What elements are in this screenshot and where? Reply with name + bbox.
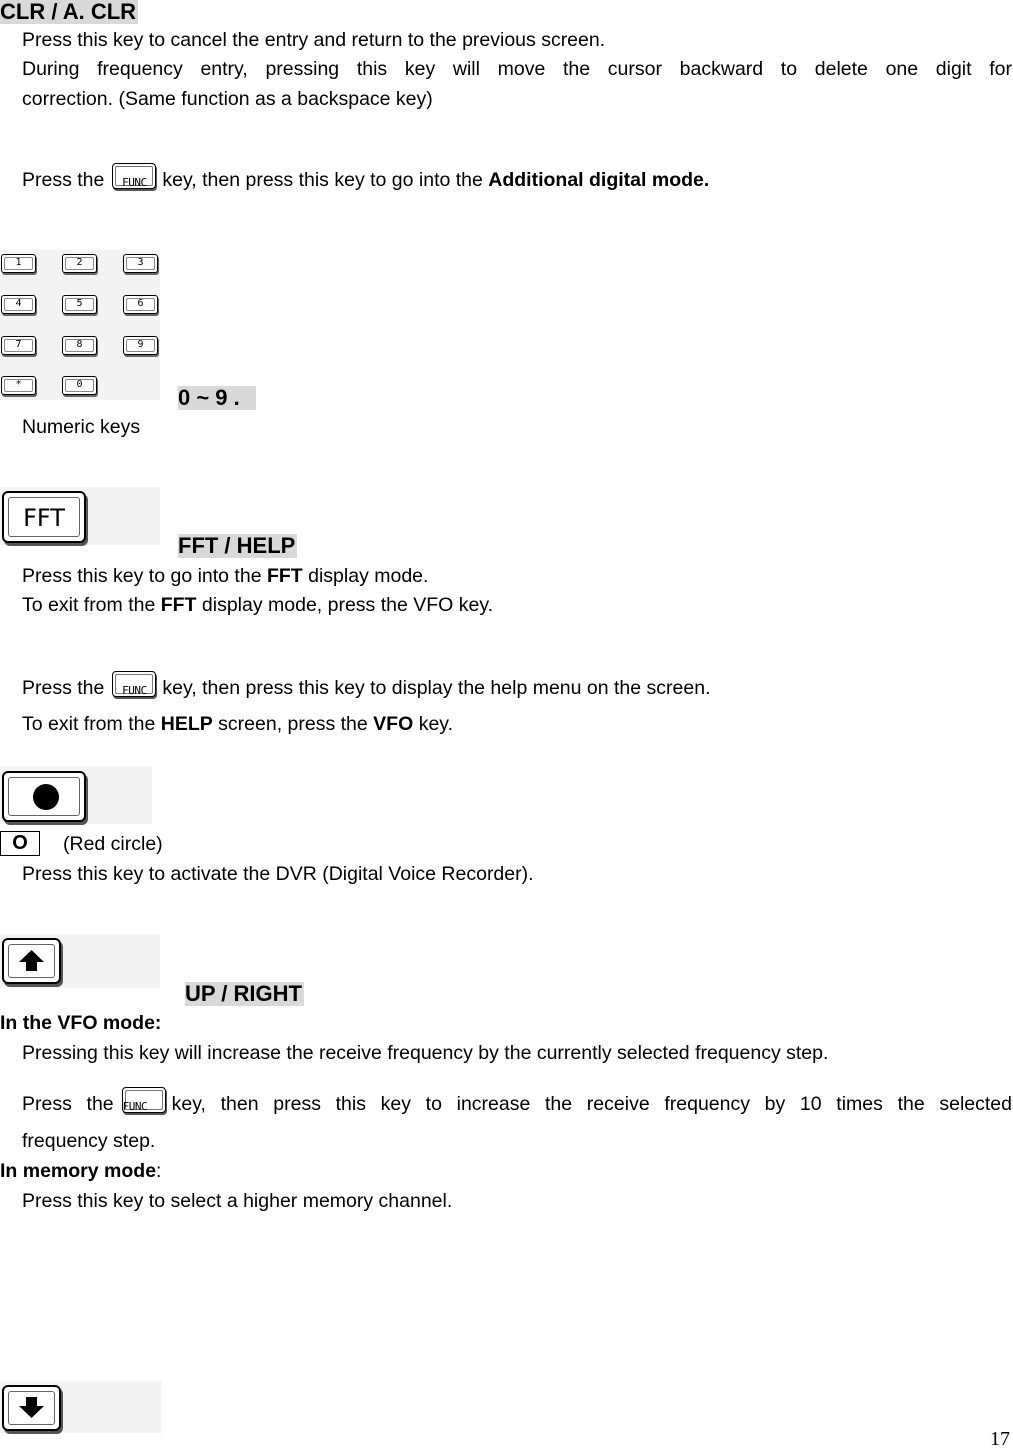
key-9-icon: 9	[123, 336, 158, 355]
numeric-heading: 0 ~ 9 .	[178, 386, 256, 410]
vfo-mode-heading: In the VFO mode:	[0, 1012, 162, 1034]
key-5-icon: 5	[62, 295, 97, 314]
key-1-icon: 1	[1, 254, 36, 273]
page-number: 17	[990, 1428, 1010, 1450]
dvr-boxed-label: O	[0, 831, 40, 856]
key-7-icon: 7	[1, 336, 36, 355]
func-key-icon: FUNC	[112, 163, 156, 189]
key-4-icon: 4	[1, 295, 36, 314]
up-heading: UP / RIGHT	[185, 981, 302, 1006]
numeric-description: Numeric keys	[22, 416, 141, 438]
record-key-icon	[2, 771, 86, 822]
down-arrow-icon	[4, 1387, 59, 1429]
clr-line-2: During frequency entry, pressing this key will move the cursor backward to delete one digit for	[22, 58, 1012, 80]
up-line-1: Pressing this key will increase the receive frequency by the currently selected frequency step.	[22, 1042, 829, 1064]
dvr-caption: (Red circle)	[63, 833, 163, 855]
fft-line-2: To exit from the FFT display mode, press the VFO key.	[22, 594, 494, 616]
fft-key-icon: FFT	[2, 491, 86, 543]
memory-mode-heading: In memory mode:	[0, 1160, 162, 1182]
fft-line-4: To exit from the HELP screen, press the VFO key.	[22, 713, 454, 735]
key-2-icon: 2	[62, 254, 97, 273]
down-arrow-key-icon	[2, 1385, 61, 1431]
fft-line-1: Press this key to go into the FFT display mode.	[22, 565, 429, 587]
key-0-icon: 0	[62, 376, 97, 395]
up-line-3: frequency step.	[22, 1130, 156, 1152]
fft-heading: FFT / HELP	[178, 533, 296, 558]
func-key-icon: FUNC	[122, 1087, 166, 1113]
clr-line-3: correction. (Same function as a backspace key)	[22, 88, 433, 110]
clr-func-suffix: key, then press this key to go into the	[162, 169, 483, 191]
key-3-icon: 3	[123, 254, 158, 273]
up-arrow-icon	[4, 940, 59, 982]
dvr-description: Press this key to activate the DVR (Digital Voice Recorder).	[22, 863, 534, 885]
fft-line-3: Press the FUNC key, then press this key to display the help menu on the screen.	[22, 671, 711, 703]
clr-func-bold: Additional digital mode.	[488, 169, 710, 191]
up-line-2: Press the FUNC key, then press this key to increase the receive frequency by 10 times the selected	[22, 1087, 1012, 1119]
key-8-icon: 8	[62, 336, 97, 355]
clr-func-prefix: Press the	[22, 169, 105, 191]
key-star-icon: *	[1, 376, 36, 395]
record-circle-icon	[33, 784, 59, 810]
up-arrow-key-icon	[2, 938, 61, 984]
func-key-icon: FUNC	[112, 671, 156, 697]
clr-func-line	[22, 163, 709, 195]
clr-line-1: Press this key to cancel the entry and return to the previous screen.	[22, 29, 606, 51]
up-line-4: Press this key to select a higher memory channel.	[22, 1190, 453, 1212]
key-6-icon: 6	[123, 295, 158, 314]
clr-heading: CLR / A. CLR	[0, 0, 137, 24]
